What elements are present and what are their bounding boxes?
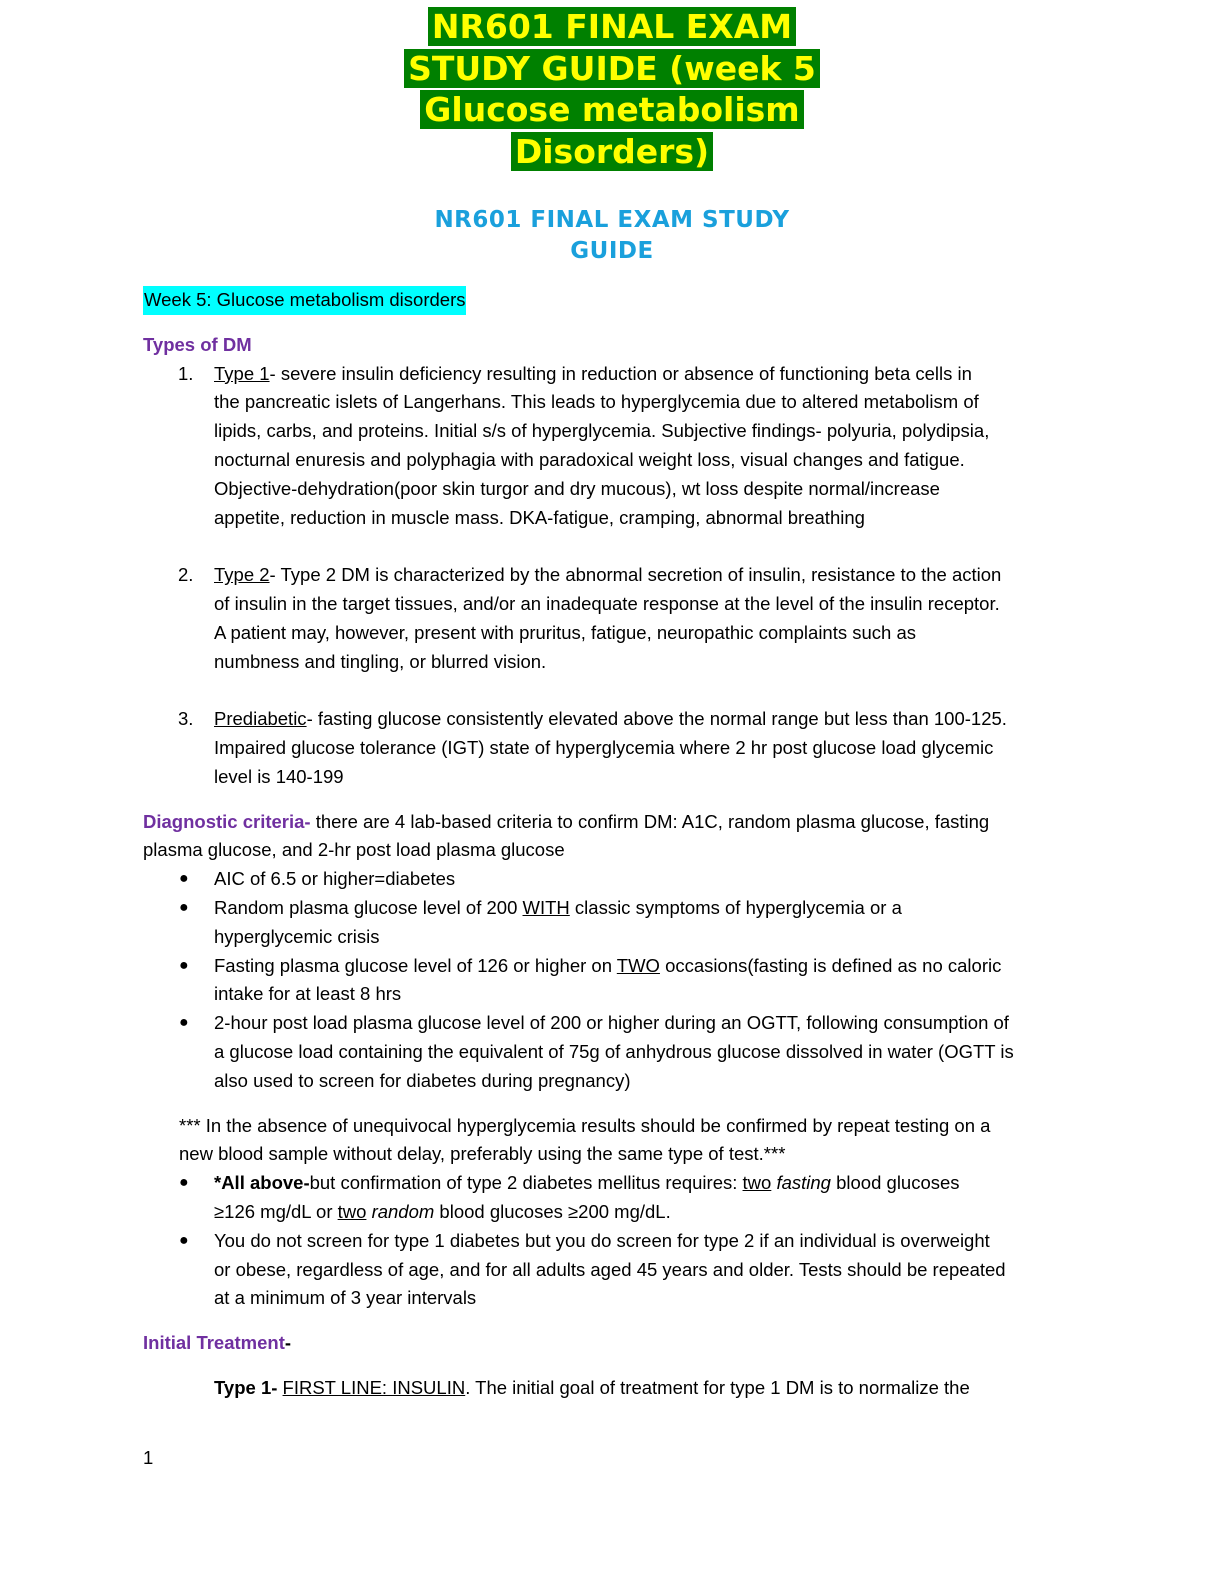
list-text: intake for at least 8 hrs [214, 983, 402, 1005]
emphasis-text: WITH [522, 896, 570, 918]
bullet-icon: ● [179, 1174, 189, 1192]
list-text: blood glucoses [830, 1172, 960, 1194]
page-number: 1 [143, 1447, 154, 1468]
list-text: AIC of 6.5 or higher=diabetes [214, 868, 456, 890]
main-title [0, 6, 1224, 172]
treatment-paragraph [143, 1374, 1083, 1403]
italic-text: fasting [776, 1172, 831, 1194]
list-text: Fasting plasma glucose level of 126 or higher on [214, 954, 617, 976]
bold-text: *All above- [214, 1172, 310, 1194]
emphasis-text: two [337, 1200, 367, 1222]
list-text: Objective-dehydration(poor skin turgor and dry mucous), wt loss despite normal/increase [214, 477, 940, 499]
diagnostic-heading: Diagnostic criteria- [143, 810, 311, 832]
list-number: 1. [178, 362, 194, 384]
type-term: Prediabetic [214, 708, 307, 730]
list-text: of insulin in the target tissues, and/or an inadequate response at the level of the insulin receptor. [214, 592, 1000, 614]
bullet-icon: ● [179, 1231, 189, 1249]
treatment-heading: Initial Treatment [143, 1332, 285, 1354]
list-text: numbness and tingling, or blurred vision. [214, 650, 547, 672]
note-text: new blood sample without delay, preferably using the same type of test.*** [179, 1143, 786, 1165]
list-text: 2-hour post load plasma glucose level of 200 or higher during an OGTT, following consumption of [214, 1012, 1009, 1034]
emphasis-text: TWO [616, 954, 660, 976]
note-text: *** In the absence of unequivocal hyperglycemia results should be confirmed by repeat testing on a [179, 1114, 991, 1136]
list-item [143, 1227, 1083, 1313]
list-text: hyperglycemic crisis [214, 925, 380, 947]
type-term: Type 1 [214, 362, 270, 384]
criteria-list [143, 865, 1083, 1095]
list-text: at a minimum of 3 year intervals [214, 1287, 477, 1309]
list-text: or obese, regardless of age, and for all adults aged 45 years and older. Tests should be repeated [214, 1258, 1006, 1280]
repeat-testing-note [143, 1112, 1083, 1170]
list-text: blood glucoses ≥200 mg/dL. [434, 1200, 671, 1222]
paragraph-text: there are 4 lab-based criteria to confirm DM: A1C, random plasma glucose, fasting [310, 810, 990, 832]
list-text: nocturnal enuresis and polyphagia with paradoxical weight loss, visual changes and fatigue. [214, 448, 965, 470]
list-item [143, 1009, 1083, 1095]
list-item [143, 705, 1083, 791]
list-text: the pancreatic islets of Langerhans. This leads to hyperglycemia due to altered metabolism of [214, 391, 979, 413]
type-term: Type 2 [214, 564, 270, 586]
list-item [143, 561, 1083, 676]
week-label: Week 5: Glucose metabolism disorders [143, 286, 466, 315]
italic-text: random [371, 1200, 435, 1222]
list-text: a glucose load containing the equivalent of 75g of anhydrous glucose dissolved in water (OGTT is [214, 1040, 1014, 1062]
list-text: appetite, reduction in muscle mass. DKA-fatigue, cramping, abnormal breathing [214, 506, 865, 528]
list-text: ≥126 mg/dL or [214, 1200, 338, 1222]
bullet-icon: ● [179, 870, 189, 888]
list-item [143, 952, 1083, 1010]
title-line: Disorders) [511, 132, 713, 171]
emphasis-text: two [742, 1172, 772, 1194]
title-line: Glucose metabolism [420, 90, 803, 129]
title-line: NR601 FINAL EXAM [428, 7, 796, 46]
list-number: 2. [178, 564, 194, 586]
first-line-text: FIRST LINE: INSULIN [282, 1376, 466, 1398]
list-item [143, 1169, 1083, 1227]
subtitle-line: GUIDE [570, 238, 654, 264]
list-text: also used to screen for diabetes during pregnancy) [214, 1069, 631, 1091]
paragraph-text: plasma glucose, and 2-hr post load plasma glucose [143, 839, 565, 861]
bullet-icon: ● [179, 956, 189, 974]
treatment-heading-row [143, 1329, 1083, 1358]
list-text: lipids, carbs, and proteins. Initial s/s of hyperglycemia. Subjective findings- polyuria, polydipsia, [214, 420, 990, 442]
list-text: occasions(fasting is defined as no caloric [659, 954, 1002, 976]
paragraph-text: . The initial goal of treatment for type 1 DM is to normalize the [465, 1376, 970, 1398]
title-line: STUDY GUIDE (week 5 [404, 49, 820, 88]
heading-dash: - [284, 1332, 292, 1354]
week-label-row [143, 286, 1083, 315]
types-list [143, 360, 1083, 792]
list-text: A patient may, however, present with pruritus, fatigue, neuropathic complaints such as [214, 621, 917, 643]
list-text: - fasting glucose consistently elevated above the normal range but less than 100-125. [306, 708, 1007, 730]
list-text: - Type 2 DM is characterized by the abnormal secretion of insulin, resistance to the action [269, 564, 1002, 586]
bullet-icon: ● [179, 898, 189, 916]
bullet-icon: ● [179, 1014, 189, 1032]
list-item [143, 894, 1083, 952]
sub-title [0, 205, 1224, 267]
list-item [143, 865, 1083, 894]
document-body [143, 286, 1083, 1403]
list-text: level is 140-199 [214, 765, 344, 787]
list-text: classic symptoms of hyperglycemia or a [569, 896, 902, 918]
subtitle-line: NR601 FINAL EXAM STUDY [434, 207, 790, 233]
list-number: 3. [178, 708, 194, 730]
diagnostic-paragraph [143, 808, 1083, 866]
list-text: Impaired glucose tolerance (IGT) state of hyperglycemia where 2 hr post glucose load glycemic [214, 736, 994, 758]
types-heading: Types of DM [143, 333, 252, 355]
list-text: but confirmation of type 2 diabetes mellitus requires: [309, 1172, 743, 1194]
list-text: You do not screen for type 1 diabetes but you do screen for type 2 if an individual is overweight [214, 1229, 990, 1251]
treatment-type-label: Type 1- [214, 1376, 278, 1398]
list-text: Random plasma glucose level of 200 [214, 896, 523, 918]
confirmation-list [143, 1169, 1083, 1313]
list-text: - severe insulin deficiency resulting in reduction or absence of functioning beta cells in [269, 362, 972, 384]
list-item [143, 360, 1083, 533]
